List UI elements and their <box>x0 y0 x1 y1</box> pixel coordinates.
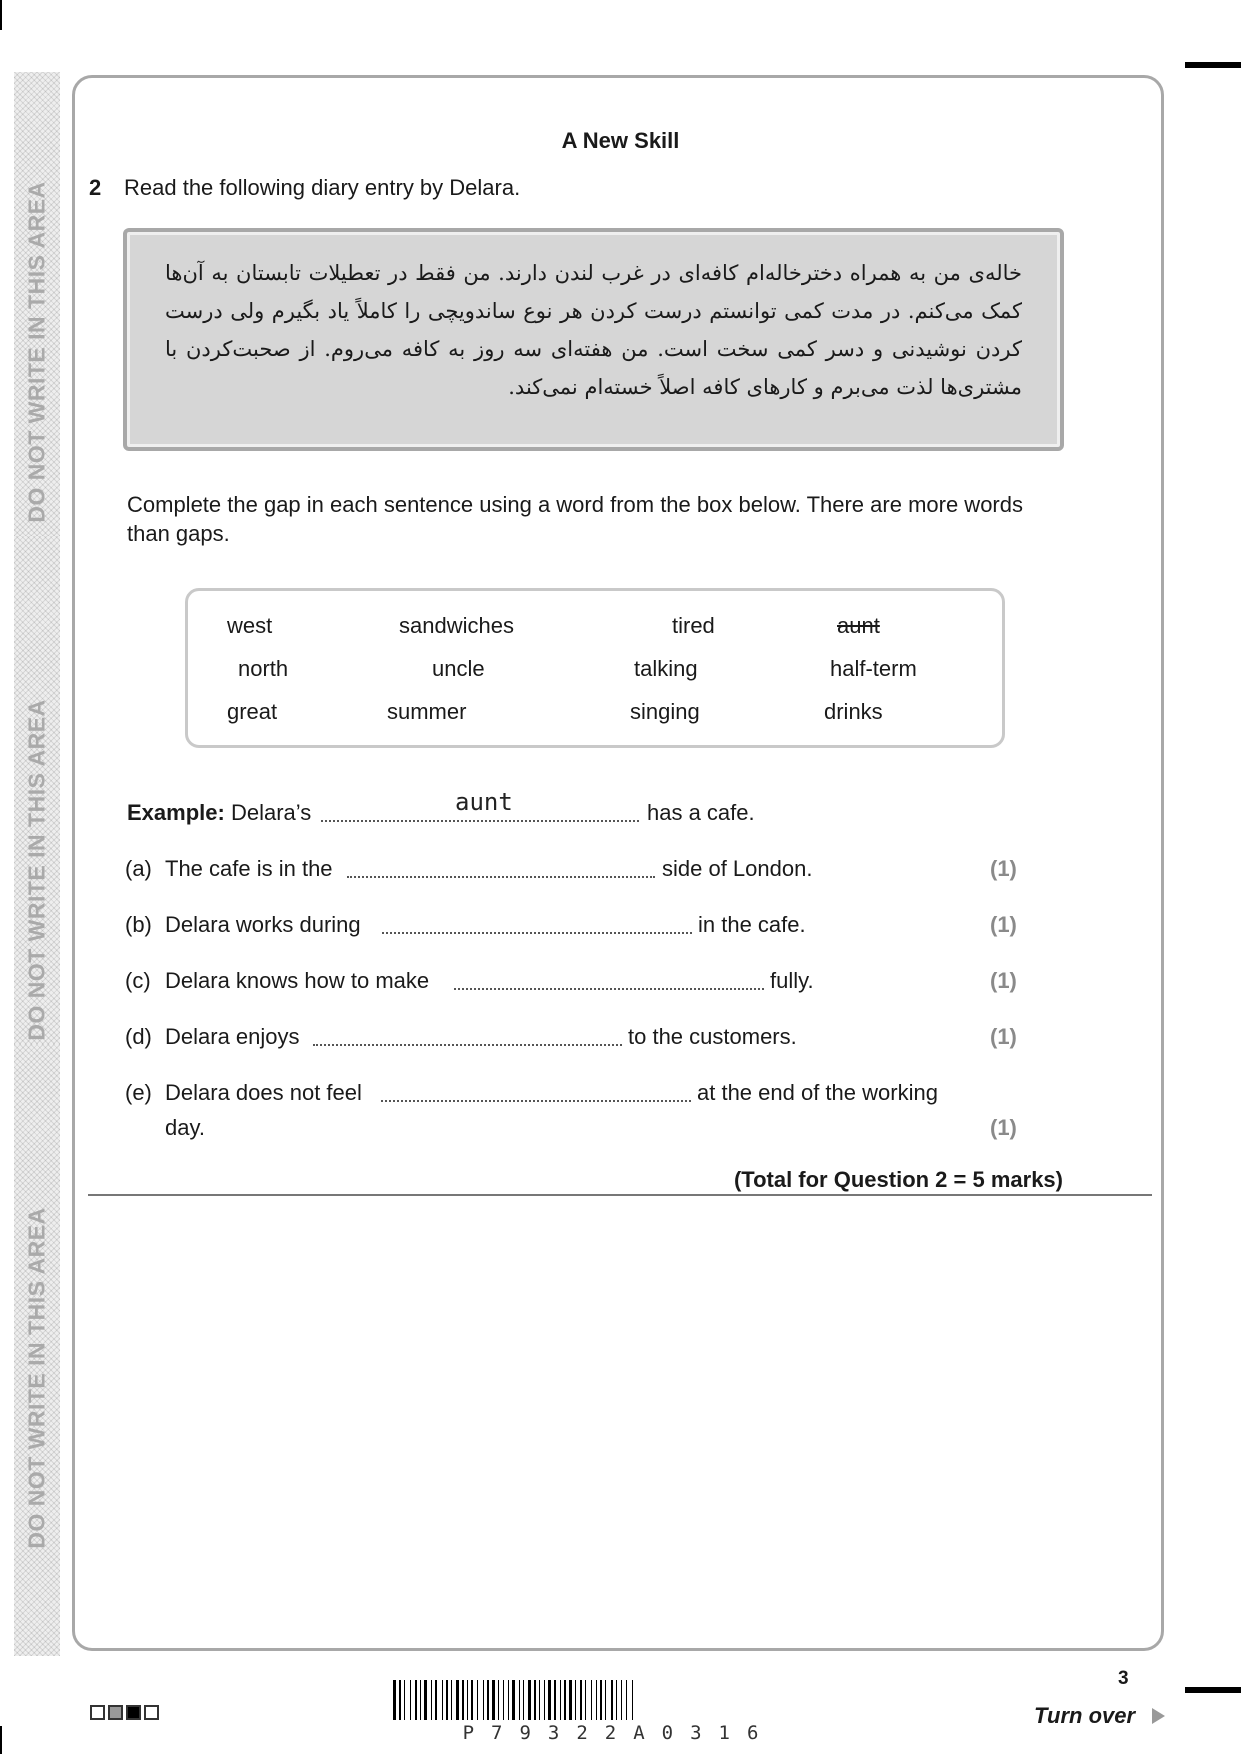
word-box-item: west <box>227 613 273 638</box>
square-empty <box>144 1705 159 1720</box>
item-text: Delara works during <box>165 912 361 937</box>
answer-line-e[interactable] <box>381 1100 691 1102</box>
square-black <box>126 1705 141 1720</box>
barcode-bar <box>431 1680 432 1720</box>
barcode-bar <box>483 1680 484 1720</box>
item-text-after: in the cafe. <box>698 912 806 937</box>
barcode-bar <box>632 1680 633 1720</box>
example-answer-line <box>321 820 639 822</box>
barcode-bar <box>519 1680 520 1720</box>
item-label: (a) <box>125 856 152 881</box>
barcode-bar <box>424 1680 427 1720</box>
item-text-continuation: day. <box>165 1115 205 1140</box>
item-text: Delara does not feel <box>165 1080 362 1105</box>
barcode-bar <box>539 1680 540 1720</box>
item-text: The cafe is in the <box>165 856 333 881</box>
barcode-bar <box>451 1680 452 1720</box>
word-box-item: great <box>227 699 278 724</box>
margin-notice: DO NOT WRITE IN THIS AREA <box>23 1207 50 1549</box>
question-total: (Total for Question 2 = 5 marks) <box>733 1167 1063 1192</box>
barcode-bar <box>554 1680 556 1720</box>
barcode-bar <box>508 1680 509 1720</box>
barcode-bar <box>591 1680 592 1720</box>
word-box-item-used: aunt <box>837 613 880 638</box>
barcode-bar <box>528 1680 531 1720</box>
barcode-bar <box>471 1680 473 1720</box>
answer-line-d[interactable] <box>313 1044 622 1046</box>
barcode-bar <box>498 1680 499 1720</box>
diary-entry: خاله‌ی من به همراه دخترخاله‌ام کافه‌ای در غرب لندن دارند. من فقط در تعطیلات تابستان به آن‌ها کمک می‌کنم. در مدت کمی توانستم درست کردن هر نوع ساندویچی را کاملاً یاد بگیرم ولی درست کردن نوشیدنی و دسر کمی سخت است. من هفته‌ای سه روز به کافه می‌روم. از صحبت‌کردن با مشتری‌ها لذت می‌برم و کارهای کافه اصلاً خسته‌ام نمی‌کند. <box>123 228 1064 451</box>
barcode-bar <box>626 1680 627 1720</box>
item-text: Delara knows how to make <box>165 968 430 993</box>
item-text-after: side of London. <box>662 856 813 881</box>
barcode-bar <box>393 1680 396 1720</box>
barcode-bar <box>399 1680 401 1720</box>
page-number: 3 <box>1118 1668 1129 1689</box>
barcode <box>393 1680 845 1720</box>
edge-mark-right-top <box>1185 62 1241 68</box>
example-row <box>127 800 311 826</box>
example-text: Delara’s <box>230 800 312 825</box>
barcode-bar <box>621 1680 622 1720</box>
item-mark: (1) <box>990 856 1017 881</box>
word-box-item: half-term <box>830 656 917 681</box>
barcode-bar <box>534 1680 536 1720</box>
turn-over-arrow-icon <box>1152 1708 1165 1724</box>
barcode-bar <box>410 1680 411 1720</box>
item-label: (b) <box>125 912 152 937</box>
barcode-bar <box>435 1680 437 1720</box>
item-mark: (1) <box>990 1115 1017 1140</box>
word-box-item: singing <box>630 699 700 724</box>
square-grey <box>108 1705 123 1720</box>
barcode-bar <box>415 1680 417 1720</box>
barcode-text: P79322A0316 <box>462 1722 776 1744</box>
barcode-bar <box>544 1680 545 1720</box>
barcode-bar <box>596 1680 597 1720</box>
edge-mark-right-bottom <box>1185 1687 1241 1693</box>
barcode-bar <box>569 1680 572 1720</box>
barcode-bar <box>512 1680 515 1720</box>
example-text-after: has a cafe. <box>647 800 755 825</box>
word-box-item: tired <box>672 613 715 638</box>
item-mark: (1) <box>990 912 1017 937</box>
section-title: A New Skill <box>561 128 680 153</box>
item-text-after: to the customers. <box>628 1024 797 1049</box>
corner-mark-top <box>0 0 2 30</box>
item-text: Delara enjoys <box>165 1024 300 1049</box>
barcode-bar <box>442 1680 443 1720</box>
corner-mark-bottom <box>0 1726 2 1754</box>
question-intro: Read the following diary entry by Delara. <box>124 175 521 200</box>
barcode-bar <box>420 1680 421 1720</box>
answer-line-a[interactable] <box>347 876 655 878</box>
example-answer: aunt <box>455 788 513 816</box>
barcode-bar <box>564 1680 566 1720</box>
barcode-bar <box>605 1680 606 1720</box>
example-label: Example: <box>127 800 225 825</box>
word-box-item: drinks <box>824 699 883 724</box>
barcode-bar <box>503 1680 504 1720</box>
barcode-bar <box>492 1680 495 1720</box>
question-number: 2 <box>89 175 102 200</box>
word-box-item: north <box>238 656 289 681</box>
barcode-bar <box>600 1680 602 1720</box>
barcode-bar <box>446 1680 448 1720</box>
barcode-bar <box>467 1680 468 1720</box>
square-empty <box>90 1705 105 1720</box>
barcode-bar <box>462 1680 464 1720</box>
item-text-after: at the end of the working <box>697 1080 938 1105</box>
word-box <box>185 588 1005 748</box>
item-label: (e) <box>125 1080 152 1105</box>
barcode-bar <box>404 1680 405 1720</box>
item-text-after: fully. <box>770 968 814 993</box>
barcode-bar <box>523 1680 524 1720</box>
item-label: (c) <box>125 968 151 993</box>
instructions: Complete the gap in each sentence using a word from the box below. There are more words than gaps. <box>127 492 1023 546</box>
margin-notice: DO NOT WRITE IN THIS AREA <box>23 699 50 1041</box>
barcode-bar <box>616 1680 617 1720</box>
answer-line-b[interactable] <box>382 932 692 934</box>
item-label: (d) <box>125 1024 152 1049</box>
barcode-bar <box>487 1680 489 1720</box>
item-mark: (1) <box>990 1024 1017 1049</box>
divider <box>88 1194 1152 1196</box>
barcode-bar <box>477 1680 478 1720</box>
barcode-bar <box>548 1680 551 1720</box>
answer-line-c[interactable] <box>454 988 764 990</box>
barcode-bar <box>575 1680 576 1720</box>
word-box-item: talking <box>634 656 698 681</box>
barcode-bar <box>560 1680 561 1720</box>
barcode-bar <box>585 1680 586 1720</box>
barcode-bar <box>611 1680 613 1720</box>
item-mark: (1) <box>990 968 1017 993</box>
word-box-item: uncle <box>432 656 485 681</box>
barcode-bar <box>580 1680 582 1720</box>
margin-notice: DO NOT WRITE IN THIS AREA <box>23 181 50 523</box>
word-box-item: sandwiches <box>399 613 514 638</box>
turn-over-label: Turn over <box>1034 1703 1136 1728</box>
barcode-bar <box>456 1680 459 1720</box>
word-box-item: summer <box>387 699 467 724</box>
